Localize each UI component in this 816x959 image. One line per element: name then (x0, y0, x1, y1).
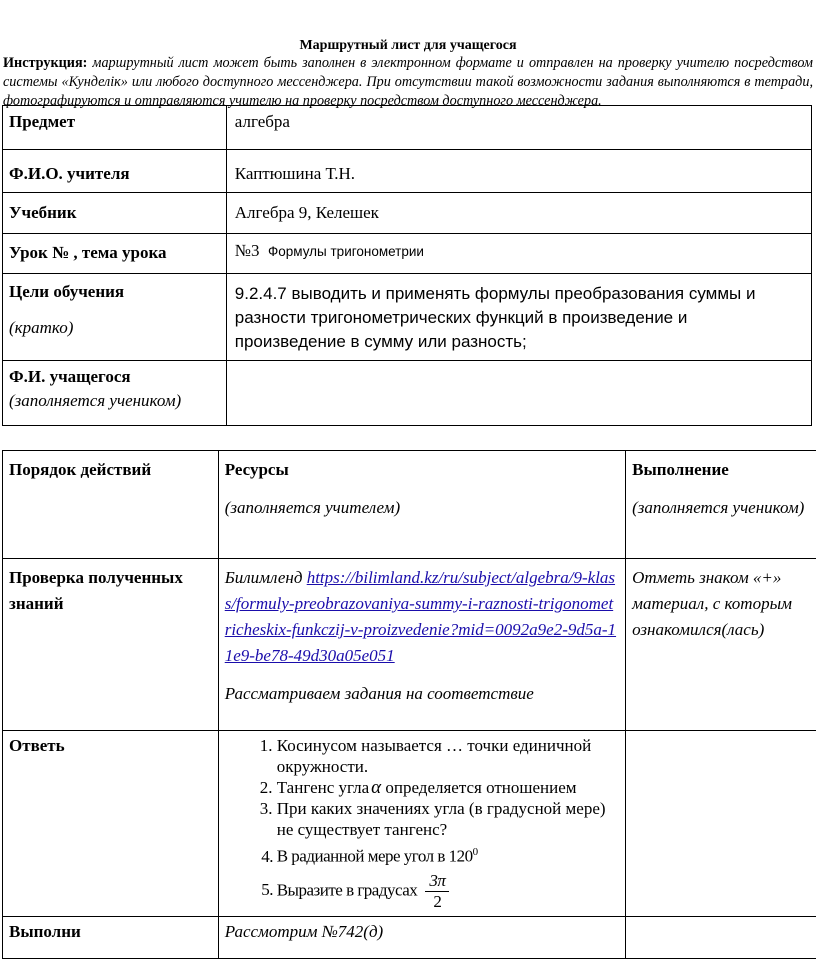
teacher-label: Ф.И.О. учителя (3, 150, 227, 193)
question-3: 3. При каких значениях угла (в градусной мере) не существует тангенс? (277, 798, 619, 840)
subject-label: Предмет (3, 106, 227, 150)
instruction-label: Инструкция: (3, 55, 87, 71)
header-execution-sub: (заполняется учеником) (632, 495, 815, 521)
header-resources (218, 451, 625, 559)
instruction-text: маршрутный лист может быть заполнен в электронном формате и отправлен на проверку учителю посредством системы «Кунделік» или любого доступного мессенджера. При отсутствии такой возможности задания выполняются в тетради, фотографируются и отправляются учителю на проверку посредством доступного мессенджера. (3, 55, 813, 109)
work-row-answer (3, 731, 816, 917)
work-row-do (3, 916, 816, 958)
student-label-cell (3, 361, 227, 426)
header-actions (3, 451, 219, 559)
page-title: Маршрутный лист для учащегося (0, 38, 816, 54)
lesson-topic: Формулы тригонометрии (268, 244, 424, 259)
student-label: Ф.И. учащегося (9, 365, 220, 389)
header-resources-sub: (заполняется учителем) (225, 495, 619, 521)
student-value[interactable] (226, 361, 811, 426)
fraction-3pi-over-2: $\frac{3\pi}{2}$ (425, 871, 449, 912)
check-note: Рассматриваем задания на соответствие (225, 681, 619, 707)
student-sub-label: (заполняется учеником) (9, 389, 220, 413)
lesson-value[interactable] (226, 234, 811, 274)
work-header-row (3, 451, 816, 559)
check-resources (218, 559, 625, 731)
header-execution-label: Выполнение (632, 457, 815, 483)
info-row-teacher (3, 150, 812, 193)
goals-sub-label: (кратко) (9, 318, 220, 338)
answer-execution-cell[interactable] (626, 731, 816, 917)
question-1: 1. Косинусом называется … точки единичной окружности. (277, 735, 619, 777)
answer-label: Ответь (3, 731, 219, 917)
header-resources-label: Ресурсы (225, 457, 619, 483)
header-execution (626, 451, 816, 559)
textbook-label: Учебник (3, 193, 227, 234)
lesson-label: Урок № , тема урока (3, 234, 227, 274)
question-4: 4. В радианной мере угол в $120^0$ (277, 842, 619, 867)
work-row-check (3, 559, 816, 731)
question-2: 2. Тангенс угла α определяется отношением (277, 777, 619, 798)
do-execution-cell[interactable] (626, 916, 816, 958)
bilimland-source: Билимленд (225, 568, 307, 587)
header-actions-label: Порядок действий (9, 460, 151, 479)
bilimland-link[interactable]: https://bilimland.kz/ru/subject/algebra/9-klass/formuly-preobrazovaniya-summy-i-raznosti-trigonometricheskix-funkczij-v-proizvedenie?mid=0092a9e2-9d5a-11e9-be78-49d30a05e051 (225, 568, 616, 665)
goals-value[interactable]: 9.2.4.7 выводить и применять формулы преобразования суммы и разности тригонометрических функций в произведение и произведение в сумму или разность; (226, 274, 811, 361)
lesson-number: №3 (235, 241, 260, 260)
info-table (2, 105, 812, 426)
alpha-symbol: α (371, 777, 381, 798)
info-row-textbook (3, 193, 812, 234)
teacher-value[interactable]: Каптюшина Т.Н. (226, 150, 811, 193)
check-mark-instruction[interactable]: Отметь знаком «+» материал, с которым ознакомился(лась) (626, 559, 816, 731)
info-row-subject (3, 106, 812, 150)
info-row-student (3, 361, 812, 426)
instruction-paragraph (3, 54, 813, 111)
do-label: Выполни (3, 916, 219, 958)
goals-label: Цели обучения (9, 282, 220, 302)
work-table (2, 450, 816, 959)
textbook-value[interactable]: Алгебра 9, Келешек (226, 193, 811, 234)
info-row-lesson (3, 234, 812, 274)
goals-label-cell (3, 274, 227, 361)
question-5: 5. Выразите в градусах $\frac{3\pi}{2}$ (277, 871, 619, 912)
questions-list (225, 735, 619, 912)
answer-questions (218, 731, 625, 917)
do-task: Рассмотрим №742(д) (218, 916, 625, 958)
subject-value[interactable]: алгебра (226, 106, 811, 150)
check-label: Проверка полученных знаний (3, 559, 219, 731)
info-row-goals (3, 274, 812, 361)
